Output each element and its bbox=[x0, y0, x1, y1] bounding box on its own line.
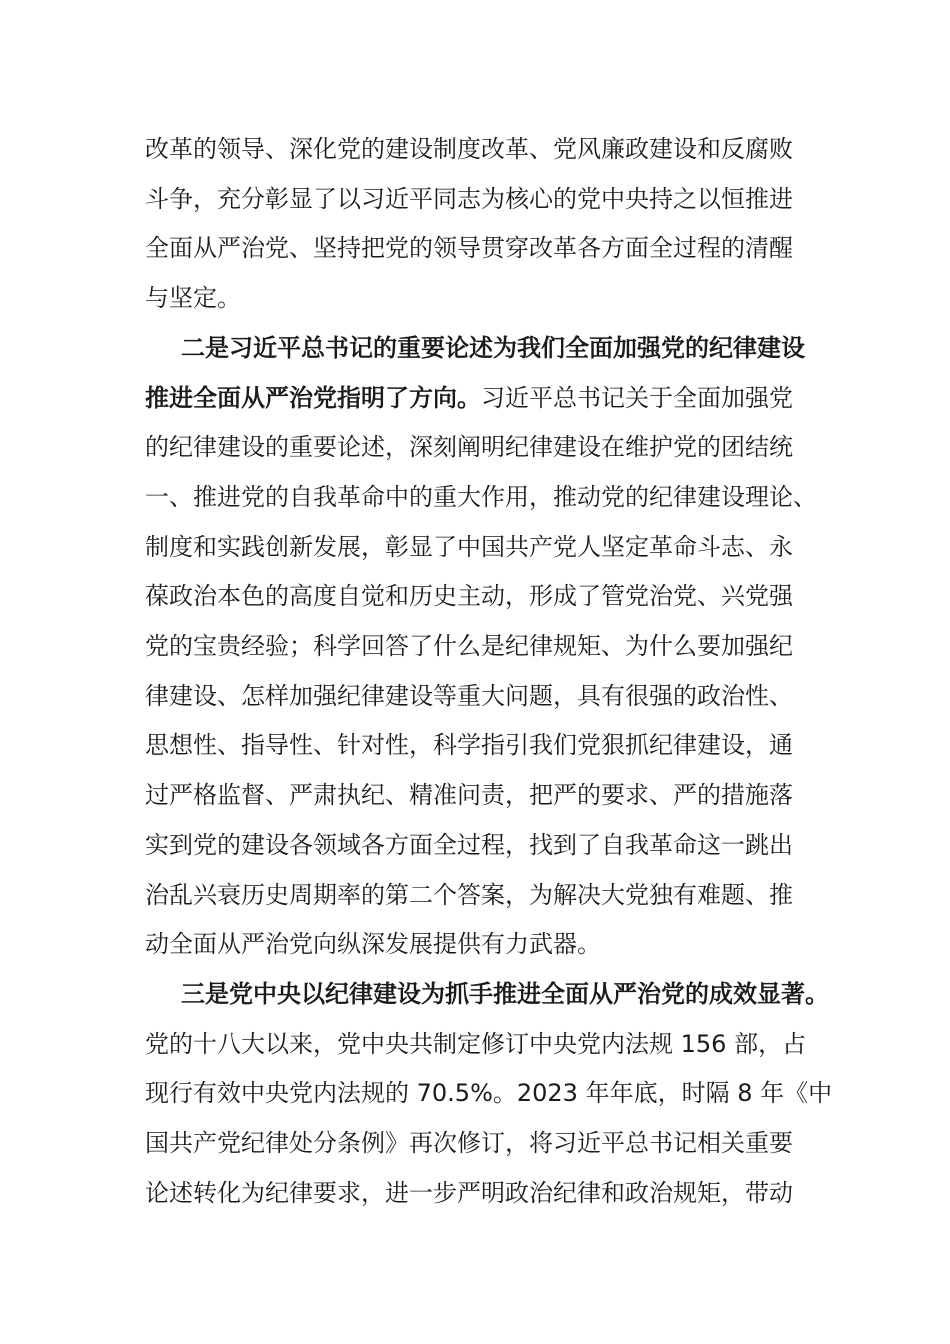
text-line: 的纪律建设的重要论述，深刻阐明纪律建设在维护党的团结统 bbox=[145, 433, 793, 462]
text-line: 国共产党纪律处分条例》再次修订，将习近平总书记相关重要 bbox=[145, 1129, 793, 1158]
text-line: 推进全面从严治党指明了方向。习近平总书记关于全面加强党 bbox=[145, 383, 793, 412]
text-line: 全面从严治党、坚持把党的领导贯穿改革各方面全过程的清醒 bbox=[145, 234, 793, 263]
text-line: 一、推进党的自我革命中的重大作用，推动党的纪律建设理论、 bbox=[145, 482, 817, 511]
text-line: 律建设、怎样加强纪律建设等重大问题，具有很强的政治性、 bbox=[145, 681, 793, 710]
text-line: 实到党的建设各领域各方面全过程，找到了自我革命这一跳出 bbox=[145, 830, 793, 859]
paragraph-3 bbox=[145, 970, 833, 1219]
text-line: 制度和实践创新发展，彰显了中国共产党人坚定革命斗志、永 bbox=[145, 532, 793, 561]
text-line: 过严格监督、严肃执纪、精准问责，把严的要求、严的措施落 bbox=[145, 781, 793, 810]
paragraph-heading: 推进全面从严治党指明了方向。 bbox=[145, 383, 481, 412]
text-line: 改革的领导、深化党的建设制度改革、党风廉政建设和反腐败 bbox=[145, 135, 793, 163]
text-line: 治乱兴衰历史周期率的第二个答案，为解决大党独有难题、推 bbox=[145, 880, 793, 909]
text-line: 葆政治本色的高度自觉和历史主动，形成了管党治党、兴党强 bbox=[145, 582, 793, 611]
text-line: 党的十八大以来，党中央共制定修订中央党内法规 156 部，占 bbox=[145, 1029, 807, 1058]
text-line: 与坚定。 bbox=[145, 284, 241, 313]
document-body bbox=[145, 125, 833, 1218]
text-line bbox=[145, 970, 829, 1020]
text-line: 斗争，充分彰显了以习近平同志为核心的党中央持之以恒推进 bbox=[145, 184, 793, 213]
paragraph-heading: 三是党中央以纪律建设为抓手推进全面从严治党的成效显著。 bbox=[181, 979, 829, 1008]
paragraph-heading: 二是习近平总书记的重要论述为我们全面加强党的纪律建设 bbox=[181, 333, 805, 362]
paragraph-1 bbox=[145, 125, 805, 324]
text-line bbox=[145, 324, 805, 374]
text-line: 动全面从严治党向纵深发展提供有力武器。 bbox=[145, 930, 601, 959]
text-line: 现行有效中央党内法规的 70.5%。2023 年年底，时隔 8 年《中 bbox=[145, 1079, 833, 1108]
text-line: 党的宝贵经验；科学回答了什么是纪律规矩、为什么要加强纪 bbox=[145, 632, 793, 661]
paragraph-2 bbox=[145, 324, 817, 970]
text-line: 论述转化为纪律要求，进一步严明政治纪律和政治规矩，带动 bbox=[145, 1178, 793, 1207]
text-line: 思想性、指导性、针对性，科学指引我们党狠抓纪律建设，通 bbox=[145, 731, 793, 760]
